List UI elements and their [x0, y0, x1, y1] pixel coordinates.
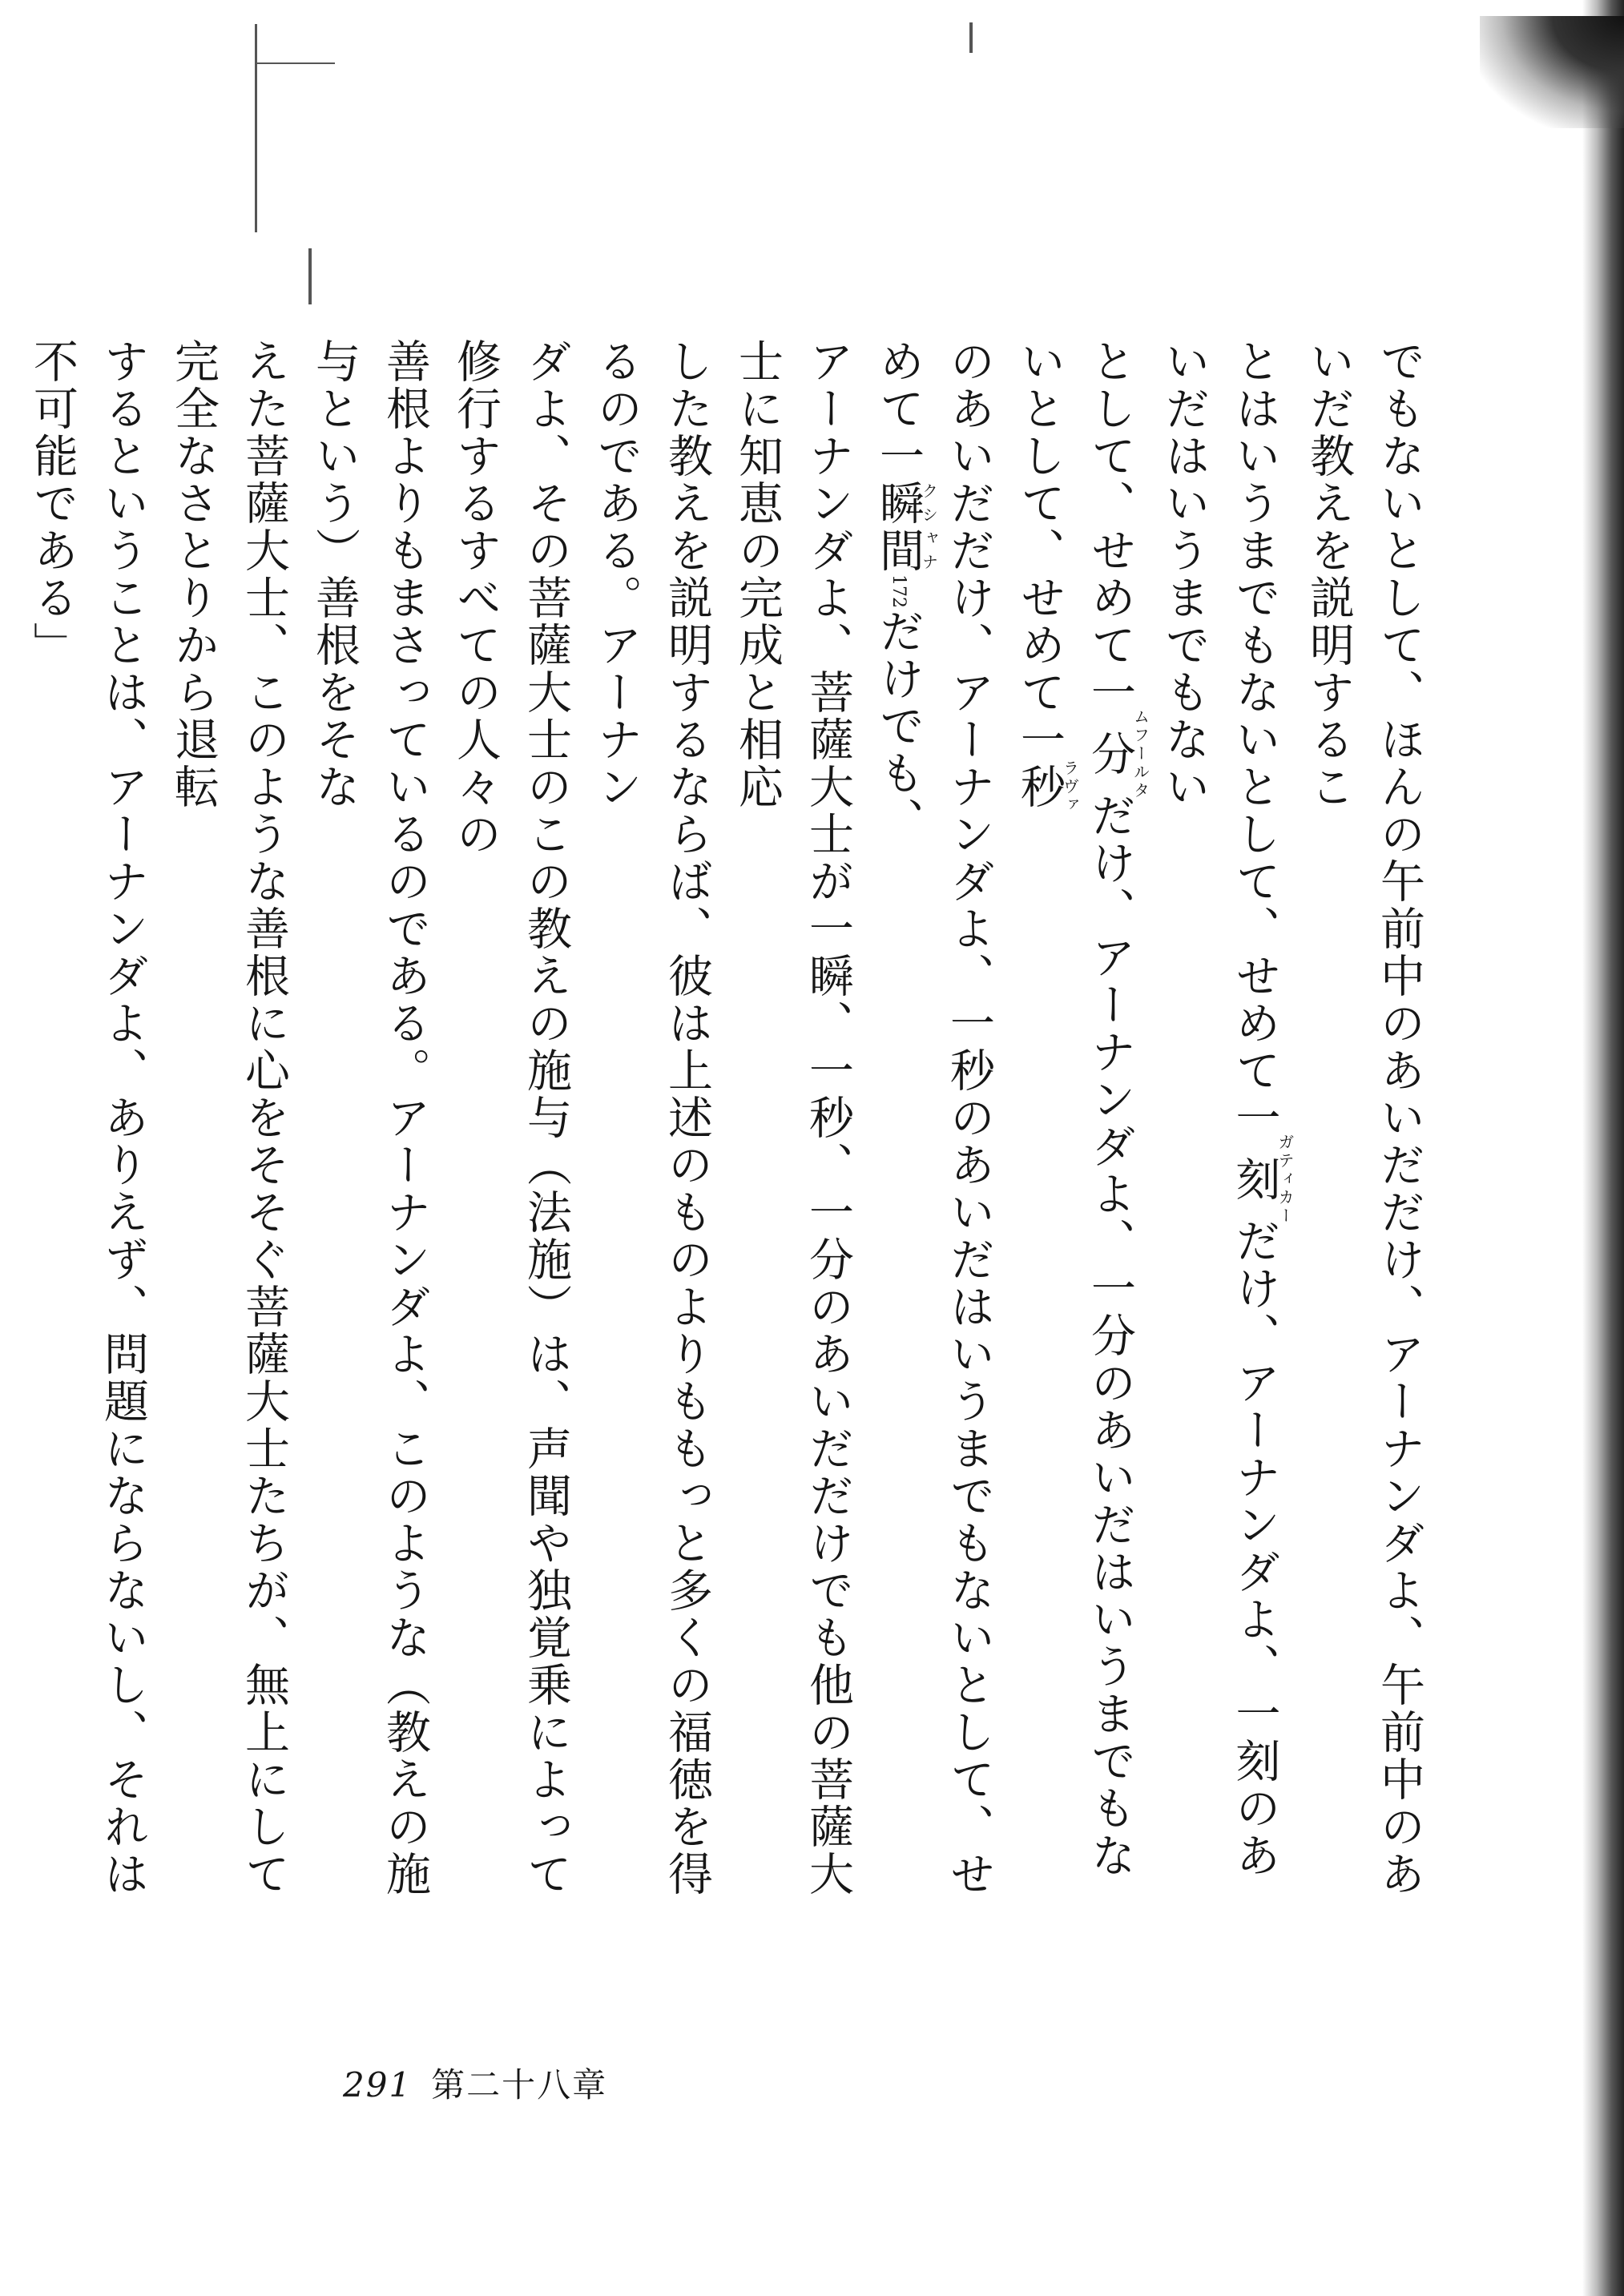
text-segment: するということは、アーナンダよ、ありえず、問題にならないし、それは不可能である」 — [26, 338, 149, 1898]
text-segment: は、声聞や独覚乗によって修行するすべての人々の — [449, 338, 572, 1898]
text-segment: だけ、アーナンダよ、一刻のあいだはいうまでもない — [1158, 338, 1281, 1879]
text-segment: 善根をそな — [308, 574, 361, 811]
text-line-4 — [863, 338, 1004, 1900]
text-line-2 — [1149, 338, 1294, 1900]
paren-hose: （法施） — [520, 1142, 572, 1331]
chapter-title: 第二十八章 — [431, 2065, 608, 2105]
ruby-bun — [1084, 708, 1151, 800]
text-segment: のあいだだけ、アーナンダよ、一秒のあいだはいうまでもないとして、せめて一 — [872, 338, 995, 1898]
text-segment: ダよ、その菩薩大士のこの教えの施与 — [520, 338, 572, 1142]
main-text-body — [26, 338, 1434, 1900]
page-footer — [343, 2059, 607, 2107]
text-segment: として、せめて一 — [1084, 338, 1136, 716]
ruby-byo — [1013, 759, 1080, 815]
ruby-base: 刻 — [1228, 1134, 1281, 1226]
ruby-base: 瞬間 — [872, 480, 925, 574]
ruby-shunkan — [872, 480, 939, 574]
ruby-reading: クシャナ — [919, 480, 939, 574]
text-segment: アーナンダよ、菩薩大士が一瞬、一秒、一分のあいだだけでも他の菩薩大士に知恵の完成と相応 — [731, 338, 854, 1898]
text-segment: とはいうまでもないとして、せめて一 — [1228, 338, 1281, 1142]
text-line-5 — [722, 338, 863, 1900]
text-line-10 — [17, 338, 158, 1900]
text-line-3 — [1004, 338, 1149, 1900]
ruby-koku — [1228, 1134, 1295, 1226]
text-segment: 善根よりもまさっているのである。アーナンダよ、このような — [379, 338, 431, 1662]
ruby-reading: ガティカー — [1275, 1134, 1295, 1226]
scan-mark — [969, 22, 973, 53]
text-line-6 — [581, 338, 722, 1900]
note-ref-172[interactable]: 172 — [889, 574, 909, 608]
scan-mark — [308, 248, 312, 304]
scan-corner-shadow — [1480, 16, 1624, 128]
ruby-base: 分 — [1084, 708, 1136, 800]
ruby-base: 秒 — [1013, 759, 1066, 815]
text-segment: でもないとして、ほんの午前中のあいだだけ、アーナンダよ、午前中のあいだ教えを説明するこ — [1303, 338, 1425, 1898]
text-line-7 — [440, 338, 581, 1900]
text-segment: した教えを説明するならば、彼は上述のものよりももっと多くの福徳を得るのである。アーナン — [590, 338, 713, 1898]
scan-edge-shadow — [1582, 0, 1624, 2296]
text-line-1 — [1293, 338, 1434, 1900]
scan-mark — [255, 24, 257, 232]
ruby-reading: ムフールタ — [1130, 708, 1151, 800]
text-segment: えた菩薩大士、このような善根に心をそそぐ菩薩大士たちが、無上にして完全なさとりから退転 — [167, 338, 290, 1898]
text-line-9 — [158, 338, 299, 1900]
text-segment: だけでも、 — [872, 608, 925, 844]
scan-mark — [255, 62, 335, 64]
text-line-8 — [299, 338, 440, 1900]
ruby-reading: ラヴァ — [1060, 759, 1080, 815]
paren-kyouenoseyo: （教えの施与という） — [308, 338, 431, 1898]
page-number: 291 — [343, 2065, 413, 2105]
text-segment: だけ、アーナンダよ、一分のあいだはいうまでもないとして、せめて一 — [1013, 338, 1136, 1879]
